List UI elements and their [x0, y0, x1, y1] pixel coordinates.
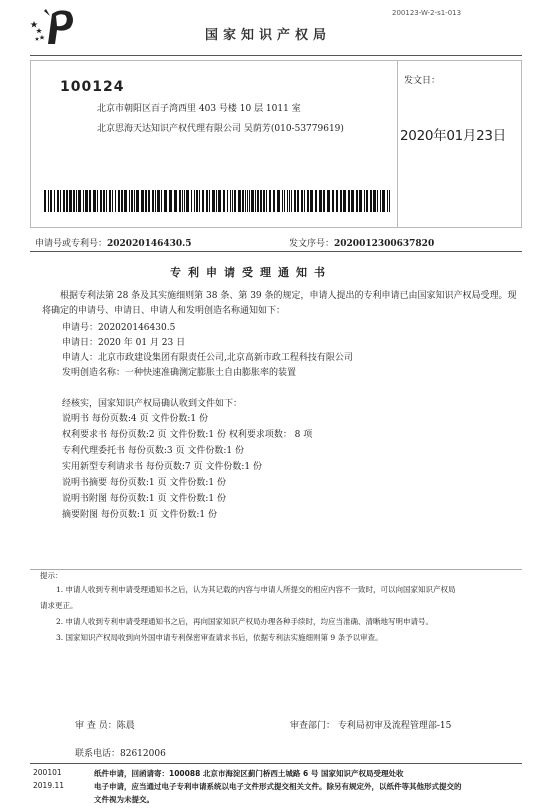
examiner: 审 查 员：陈晨 — [75, 721, 135, 731]
notes-rule — [30, 569, 522, 570]
examination-department: 审查部门： 专利局初审及流程管理部-15 — [290, 721, 452, 731]
note-item: 1. 申请人收到专利申请受理通知书之后，认为其记载的内容与申请人所提交的相应内容不一致时，可以向国家知识产权局 — [56, 585, 456, 594]
office-name: 国家知识产权局 — [205, 28, 332, 43]
footer-paper-filing: 纸件申请，回函请寄：100088 北京市海淀区蓟门桥西土城路 6 号 国家知识产权局受理处收 — [94, 769, 404, 778]
dispatch-date-label: 发文日： — [404, 76, 441, 86]
mailing-address: 北京市朝阳区百子湾西里 403 号楼 10 层 1011 室 — [97, 104, 301, 114]
agent-contact: 北京思海天达知识产权代理有限公司 吴荫芳(010-53779619) — [97, 124, 344, 134]
mailing-box-divider — [397, 60, 398, 228]
notes-title: 提示： — [40, 571, 63, 580]
serial-number-label: 发文序号： — [289, 239, 335, 249]
footer-rule — [30, 763, 522, 764]
form-code: 200101 — [33, 768, 62, 777]
file-item: 摘要附图 每份页数:1 页 文件份数:1 份 — [62, 510, 217, 520]
file-item: 说明书附图 每份页数:1 页 文件份数:1 份 — [62, 494, 226, 504]
serial-number-row — [289, 236, 434, 249]
notice-title: 专利申请受理通知书 — [170, 266, 332, 279]
detail-applicants: 申请人：北京市政建设集团有限责任公司,北京高新市政工程科技有限公司 — [62, 353, 353, 363]
file-item: 权利要求书 每份页数:2 页 文件份数:1 份 权利要求项数： 8 项 — [62, 430, 313, 440]
files-intro: 经核实，国家知识产权局确认收到文件如下： — [62, 399, 243, 409]
document-code: 200123-W-2-s1-013 — [392, 9, 462, 17]
contact-phone: 联系电话：82612006 — [75, 749, 166, 759]
footer-electronic-filing-continued: 文件视为未提交。 — [94, 795, 154, 804]
note-item-continued: 请求更正。 — [40, 601, 78, 610]
form-version: 2019.11 — [33, 781, 65, 790]
detail-invention-title: 发明创造名称：一种快速准确测定膨胀土自由膨胀率的装置 — [62, 368, 297, 378]
section-rule — [30, 251, 522, 252]
postal-code: 100124 — [60, 79, 125, 95]
application-number-row — [35, 236, 192, 249]
footer-electronic-filing: 电子申请，应当通过电子专利申请系统以电子文件形式提交相关文件。除另有规定外，以纸件等其他形式提交的 — [94, 782, 462, 791]
note-item: 3. 国家知识产权局收到向外国申请专利保密审查请求书后，依据专利法实施细则第 9 条予以审查。 — [56, 633, 383, 642]
application-number: 202020146430.5 — [107, 239, 192, 249]
note-item: 2. 申请人收到专利申请受理通知书之后，再向国家知识产权局办理各种手续时，均应当准确、清晰地写明申请号。 — [56, 617, 434, 626]
file-item: 专利代理委托书 每份页数:3 页 文件份数:1 份 — [62, 446, 244, 456]
detail-application-number: 申请号：202020146430.5 — [62, 323, 176, 333]
cnipa-logo-icon — [30, 8, 76, 46]
file-item: 说明书 每份页数:4 页 文件份数:1 份 — [62, 414, 208, 424]
serial-number: 2020012300637820 — [334, 239, 435, 249]
intro-paragraph: 根据专利法第 28 条及其实施细则第 38 条、第 39 条的规定，申请人提出的专利申请已由国家知识产权局受理。现将确定的申请号、申请日、申请人和发明创造名称通知如下： — [42, 291, 517, 316]
application-number-label: 申请号或专利号： — [35, 239, 108, 249]
header-rule — [30, 55, 522, 56]
detail-filing-date: 申请日：2020 年 01 月 23 日 — [62, 338, 186, 348]
file-item: 说明书摘要 每份页数:1 页 文件份数:1 份 — [62, 478, 226, 488]
barcode — [44, 190, 391, 212]
file-item: 实用新型专利请求书 每份页数:7 页 文件份数:1 份 — [62, 462, 262, 472]
dispatch-date: 2020年01月23日 — [400, 128, 506, 144]
